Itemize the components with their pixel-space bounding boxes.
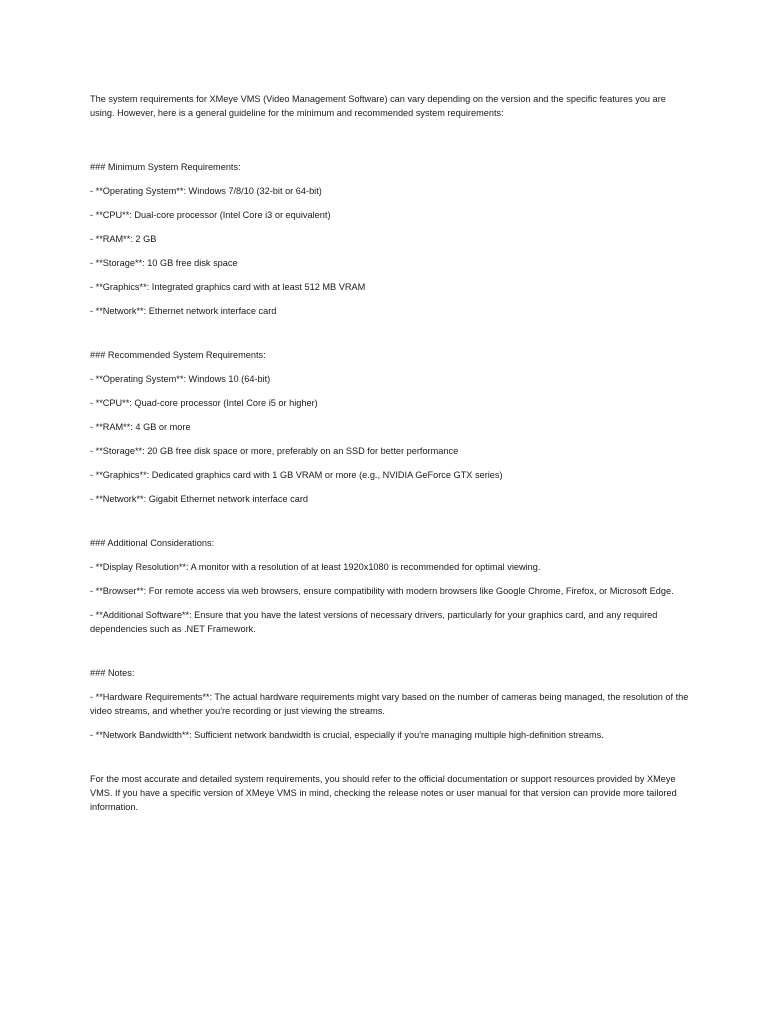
notes-heading: ### Notes: bbox=[90, 668, 135, 678]
list-item: - **Operating System**: Windows 10 (64-bit) bbox=[90, 374, 271, 384]
additional-considerations-section bbox=[90, 536, 690, 636]
list-item: - **CPU**: Dual-core processor (Intel Core i3 or equivalent) bbox=[90, 210, 331, 220]
list-item: - **Graphics**: Dedicated graphics card with 1 GB VRAM or more (e.g., NVIDIA GeForce GTX series) bbox=[90, 470, 503, 480]
list-item: - **RAM**: 4 GB or more bbox=[90, 422, 191, 432]
intro-paragraph: The system requirements for XMeye VMS (Video Management Software) can vary depending on the version and the specific features you are using. However, here is a general guideline for the minimum and recommended system requirements: bbox=[90, 94, 666, 118]
list-item: - **Additional Software**: Ensure that you have the latest versions of necessary drivers, particularly for your graphics card, and any required dependencies such as .NET Framework. bbox=[90, 610, 658, 634]
list-item: - **Graphics**: Integrated graphics card with at least 512 MB VRAM bbox=[90, 282, 366, 292]
list-item: - **Storage**: 10 GB free disk space bbox=[90, 258, 238, 268]
list-item: - **Network**: Ethernet network interface card bbox=[90, 306, 277, 316]
list-item: - **Browser**: For remote access via web browsers, ensure compatibility with modern browsers like Google Chrome, Firefox, or Microsoft Edge. bbox=[90, 586, 674, 596]
recommended-requirements-section bbox=[90, 348, 690, 506]
list-item: - **Hardware Requirements**: The actual hardware requirements might vary based on the number of cameras being managed, the resolution of the video streams, and whether you're recording or just viewing the streams. bbox=[90, 692, 689, 716]
list-item: - **CPU**: Quad-core processor (Intel Core i5 or higher) bbox=[90, 398, 318, 408]
list-item: - **Operating System**: Windows 7/8/10 (32-bit or 64-bit) bbox=[90, 186, 322, 196]
additional-considerations-heading: ### Additional Considerations: bbox=[90, 538, 215, 548]
list-item: - **RAM**: 2 GB bbox=[90, 234, 157, 244]
list-item: - **Network**: Gigabit Ethernet network interface card bbox=[90, 494, 309, 504]
list-item: - **Display Resolution**: A monitor with a resolution of at least 1920x1080 is recommended for optimal viewing. bbox=[90, 562, 541, 572]
list-item: - **Network Bandwidth**: Sufficient network bandwidth is crucial, especially if you're managing multiple high-definition streams. bbox=[90, 730, 604, 740]
list-item: - **Storage**: 20 GB free disk space or more, preferably on an SSD for better performance bbox=[90, 446, 459, 456]
closing-paragraph: For the most accurate and detailed system requirements, you should refer to the official documentation or support resources provided by XMeye VMS. If you have a specific version of XMeye VMS in mind, checking the release notes or user manual for that version can provide more tailored information. bbox=[90, 774, 677, 812]
minimum-requirements-section bbox=[90, 160, 690, 318]
recommended-requirements-heading: ### Recommended System Requirements: bbox=[90, 350, 266, 360]
document-body bbox=[90, 92, 690, 814]
notes-section bbox=[90, 666, 690, 742]
minimum-requirements-heading: ### Minimum System Requirements: bbox=[90, 162, 241, 172]
